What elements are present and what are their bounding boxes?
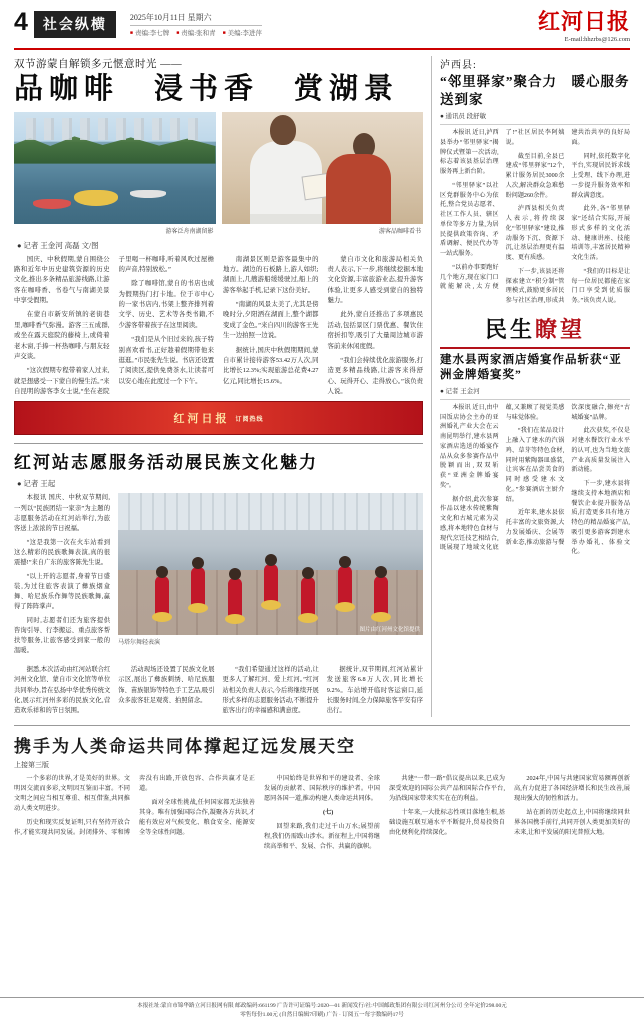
story-volunteer-body	[14, 665, 423, 717]
volunteer-para: “这是我第一次在火车站看到这么精彩的民族歌舞表演,真的很震撼!”来自广东的旅客陈先生说。	[14, 538, 110, 566]
luxi-para: “我们的目标是让每一位居民都能在家门口享受到优质服务。”该负责人说。	[571, 268, 630, 305]
lead-para: “南湖的风景太美了,尤其是傍晚时分,夕阳洒在湖面上,整个湖都变成了金色。”来自四川的游客王先生一边拍照一边说。	[223, 301, 319, 340]
page-footer	[0, 997, 644, 1024]
footer-line-1: 本报社址:蒙自市锦华路立河日报网有限 邮政编码:661199 广告许可证编号:2020—01 新闻发行/社:中国邮政集团有限公司红河州分公司 全年定价298.00元	[137, 1003, 507, 1010]
dance-photo-caption-inner: 图片由红河州文化馆提供	[359, 627, 420, 634]
lead-story	[14, 56, 432, 717]
lead-para: 据统计,国庆中秋假期期间,蒙自市累计接待游客53.42万人次,同比增长12.3%;实现旅游总花费4.27亿元,同比增长15.6%。	[223, 346, 319, 385]
luxi-para: 同时,依托数字化平台,实现居民诉求线上受理、线下办理,进一步提升服务效率和群众满意度。	[571, 153, 630, 199]
bottom-para: 十年来,一大批标志性项目落地生根,基础设施互联互通水平不断提升,贸易投资自由化便利化持续深化。	[389, 809, 505, 837]
lead-para: 在蒙自市新安所镇的老街巷里,咖啡香气弥漫。游客三五成群,或坐在露天庭院的藤椅上,或倚着老木窗,手捧一杯热咖啡,与朋友轻声交谈。	[14, 311, 110, 360]
jianshui-para: 下一步,建水县将继续支持本地酒店和餐饮企业提升服务品质,打造更多具有地方特色的精品婚宴产品,吸引更多游客到建水举办婚礼、体验文化。	[571, 481, 630, 556]
reading-image	[222, 112, 424, 224]
dancer-shape	[191, 567, 205, 607]
story-volunteer	[14, 443, 423, 717]
lead-kicker: 双节游蒙自解锁多元惬意时光 ——	[14, 59, 183, 71]
editor-1: ■ 责编:李七牌	[130, 28, 169, 37]
dance-photo	[118, 493, 423, 660]
divider	[440, 124, 630, 125]
promo-subtitle: 订阅热线	[235, 416, 264, 423]
paper-logo: 红河日报	[537, 9, 630, 34]
luxi-para: 本报讯 近日,泸西县举办“邻里驿家”揭牌仪式暨第一次活动,标志着该县基层治理服务再上新台阶。	[440, 130, 499, 176]
person-b-shape	[353, 133, 375, 159]
bottom-para: 共建“一带一路”倡议提出以来,已成为深受欢迎的国际公共产品和国际合作平台,为沿线国家带来实实在在的利益。	[389, 775, 505, 803]
lead-body	[14, 255, 423, 398]
bottom-para: 历史和现实反复证明,只有坚持开放合作,才能实现共同发展。封闭排外、零和博弈没有出路,开放包容、合作共赢才是正道。	[14, 775, 255, 837]
paper-email: E-mail:hhzrbs@126.com	[564, 36, 630, 44]
volunteer-para: 本报讯 国庆、中秋双节期间,一列以“民族团结一家亲”为主题的志愿服务活动在红河站举行,为旅客送上浓浓的节日祝福。	[14, 494, 110, 532]
lake-boat-image	[14, 112, 216, 224]
editor-3: ■ 美编:李进萍	[223, 28, 262, 37]
jianshui-headline: 建水县两家酒店婚宴作品斩获“亚洲金牌婚宴奖”	[440, 353, 622, 381]
dancer-shape	[374, 576, 388, 616]
volunteer-col-para: 活动现场还设置了民族文化展示区,展出了彝族刺绣、哈尼族服饰、苗族银饰等特色手工艺品,吸引众多旅客驻足观赏、拍照留念。	[118, 666, 215, 704]
bottom-continued-label: 上接第三版	[14, 761, 49, 770]
volunteer-col-para: 据悉,本次活动由红河站联合红河州文化馆、蒙自市文化馆等单位共同举办,旨在弘扬中华优秀传统文化,展示红河州多彩的民族文化,营造欢乐祥和的节日氛围。	[14, 666, 111, 714]
dancer-shape	[155, 576, 169, 616]
dancer-shape	[264, 564, 278, 604]
jianshui-para: 据介绍,此次参赛作品以建水传统紫陶文化和古城元素为灵感,将本地特色食材与现代烹饪技艺相结合,既展现了地域文化底蕴,又兼顾了视觉美感与味觉体验。	[440, 404, 565, 552]
jianshui-para: 近年来,建水县依托丰富的文旅资源,大力发展婚庆、会展等新业态,推动旅游与餐饮深度融合,擦亮“古城婚宴”品牌。	[505, 404, 630, 546]
lead-photo-row	[14, 112, 423, 235]
minsheng-text-1: 民生	[484, 316, 535, 342]
lead-headline: 品咖啡 浸书香 赏湖景	[14, 73, 400, 106]
editor-credits	[130, 28, 262, 37]
luxi-headline: “邻里驿家”聚合力 暖心服务送到家	[440, 74, 630, 107]
editor-2: ■ 责编:张和青	[176, 28, 215, 37]
bottom-para: 2024年,中国与共建国家贸易额再创新高,有力促进了各国经济增长和民生改善,展现出强大的韧性和活力。	[514, 775, 630, 803]
right-column	[432, 56, 630, 717]
luxi-para: 此外,各“邻里驿家”还结合实际,开展形式多样的文化活动、健康讲座、技能培训等,丰富居民精神文化生活。	[571, 206, 630, 262]
masthead	[14, 10, 630, 50]
lead-para: “这次假期专程带着家人过来,就是想感受一下蒙自的慢生活。”来自昆明的游客李女士说,“坐在老院子里喝一杯咖啡,听着风吹过屋檐的声音,特别放松。”	[14, 255, 214, 396]
skyline-shape	[26, 118, 203, 140]
issue-date: 2025年10月11日 星期六	[130, 12, 262, 26]
luxi-byline-text: ● 通讯员 段舒敏	[440, 113, 487, 121]
volunteer-para: “以上开的志愿者,身着节日盛装,为过往旅客表演了彝族烟盒舞、哈尼族乐作舞等民族歌舞,赢得了阵阵掌声。	[14, 572, 110, 611]
bottom-story	[14, 725, 630, 852]
minsheng-text-2: 瞭望	[535, 316, 586, 342]
luxi-byline	[440, 111, 630, 120]
luxi-body	[440, 129, 630, 307]
jianshui-body	[440, 404, 630, 558]
top-area	[14, 56, 630, 717]
bottom-para: 回望来路,我们走过千山万水;展望前程,我们仍需跋山涉水。新征程上,中国将继续高举和平、发展、合作、共赢的旗帜。	[264, 823, 380, 851]
reading-photo	[222, 112, 424, 235]
jianshui-para: 此次获奖,不仅是对建水餐饮行业水平的认可,也为当地文旅产业高质量发展注入新动能。	[571, 428, 630, 474]
lake-boat-photo	[14, 112, 216, 235]
volunteer-para: 同时,志愿者们还为旅客提供咨询引导、行李搬运、重点旅客帮扶等服务,让旅客感受到家一般的温暖。	[14, 617, 110, 655]
divider	[440, 399, 630, 400]
story-volunteer-headline: 红河站志愿服务活动展民族文化魅力	[14, 453, 318, 473]
jianshui-para: 本报讯 近日,由中国饭店协会主办的亚洲婚礼产业大会在云南昆明举行,建水县两家酒店选送的婚宴作品从众多参赛作品中脱颖而出,双双斩获“亚洲金牌婚宴奖”。	[440, 404, 499, 489]
lead-para: “我们会持续优化旅游服务,打造更多精品线路,让游客来得舒心、玩得开心、走得放心。”该负责人说。	[327, 356, 423, 396]
book-shape	[303, 172, 340, 199]
bottom-para: 一个多彩的世界,才是美好的世界。文明因交流而多彩,文明因互鉴而丰富。不同文明之间应当相互尊重、相互借鉴,共同推动人类文明进步。	[14, 775, 130, 813]
bottom-section-marker: (七)	[323, 809, 334, 817]
lead-byline	[14, 240, 423, 251]
reading-caption: 游客品咖啡看书	[378, 228, 421, 235]
lead-para: 蒙自市文化和旅游局相关负责人表示,下一步,将继续挖掘本地文化资源,丰富旅游业态,提升游客体验,让更多人感受到蒙自的独特魅力。	[327, 255, 423, 305]
jianshui-para: “我们在菜品设计上融入了建水的汽锅鸡、草芽等特色食材,同时用紫陶器皿盛装,让宾客在品尝美食的同时感受建水文化。”参赛酒店主厨介绍。	[505, 428, 565, 503]
story-volunteer-byline	[14, 478, 423, 489]
luxi-county-label: 泸西县:	[440, 60, 477, 72]
lead-para: 国庆、中秋假期,蒙自围绕公路和近年中历史建筑资源的历史文化,推出多条精品旅游线路,让游客在咖啡香、书卷气与南湖美景中享受假期。	[14, 255, 110, 305]
masthead-right	[538, 10, 630, 43]
bottom-para: 面对全球性挑战,任何国家都无法独善其身。唯有加强国际合作,凝聚各方共识,才能有效应对气候变化、粮食安全、能源安全等全球性问题。	[139, 799, 255, 837]
dancer-shape	[228, 578, 242, 618]
lead-byline-text: ● 记者 王金河 高磊 文/图	[17, 240, 99, 250]
story-volunteer-top	[14, 493, 423, 660]
story-volunteer-leadin	[14, 493, 110, 660]
bottom-para: 站在新的历史起点上,中国将继续同世界各国携手前行,共同开创人类更加美好的未来,让和平发展的阳光普照大地。	[514, 809, 630, 837]
promo-title: 红河日报	[173, 413, 230, 426]
page-number: 4	[14, 8, 28, 36]
lead-para: “我们是从个旧过来的,孩子特别喜欢看书,正好趁着假期带他来逛逛。”市民张先生说。书店还设置了阅读区,提供免费茶水,让读者可以安心地在此度过一个下午。	[118, 336, 214, 385]
promo-banner[interactable]	[14, 401, 423, 435]
luxi-para: 下一步,该县还将探索建立“积分制”管理模式,鼓励更多居民参与社区治理,形成共建共治共享的良好局面。	[505, 130, 630, 305]
luxi-para: 截至目前,全县已建成“邻里驿家”12个,累计服务居民3000余人次,解决群众急难愁盼问题260余件。	[505, 153, 565, 199]
dancer-shape	[338, 566, 352, 606]
masthead-middle	[130, 10, 262, 37]
lead-para: 此外,蒙自还推出了多项惠民活动,包括景区门票优惠、餐饮住宿折扣等,吸引了大量周边城市游客前来休闲度假。	[327, 311, 423, 350]
luxi-para: “邻里驿家”以社区党群服务中心为依托,整合党员志愿者、社区工作人员、辖区单位等多方力量,为居民提供政策咨询、矛盾调解、便民代办等一站式服务。	[440, 182, 499, 258]
lead-para: 除了咖啡馆,蒙自的书店也成为假期热门打卡地。位于市中心的一家书店内,书架上整齐排列着文学、历史、艺术等各类书籍,不少游客带着孩子在这里阅读。	[118, 280, 214, 329]
lead-para: 南湖景区则是游客最集中的地方。湖边的石板路上,游人如织;湖面上,几艘游船缓缓驶过,船上的游客举起手机,记录下这份美好。	[223, 255, 319, 294]
volunteer-col-para: “我们希望通过这样的活动,让更多人了解红河、爱上红河。”红河站相关负责人表示,今后将继续开展形式多样的志愿服务活动,不断提升旅客出行的幸福感和满意度。	[222, 666, 319, 714]
jianshui-byline-text: ● 记者 王金河	[440, 387, 480, 395]
dancer-shape	[301, 577, 315, 617]
volunteer-col-para: 据统计,双节期间,红河站累计发送旅客6.8万人次,同比增长9.2%。车站增开临时客运窗口,延长服务时间,全力保障旅客平安有序出行。	[326, 666, 423, 714]
section-title: 社会纵横	[34, 11, 116, 38]
footer-line-2: 零售每份1.00元 (自然日编辑7印刷) 广告 · 订阅五一每字数编码17号	[240, 1011, 404, 1018]
person-a-shape	[270, 115, 296, 145]
divider	[14, 443, 423, 444]
jianshui-byline	[440, 386, 630, 395]
minsheng-section-banner	[440, 313, 630, 349]
luxi-para: 泸西县相关负责人表示,将持续深化“邻里驿家”建设,推动服务下沉、资源下沉,让基层治理更有温度、更有质感。	[505, 206, 565, 262]
lake-boat-caption: 游客泛舟南湖留影	[165, 228, 214, 235]
bottom-para: 中国始终是世界和平的建设者、全球发展的贡献者、国际秩序的维护者。中国愿同各国一道,推动构建人类命运共同体。	[264, 775, 380, 803]
dance-image	[118, 493, 423, 635]
dance-photo-caption: 马塔尔舞轻表演	[118, 640, 161, 647]
luxi-para: “以前办事要跑好几个地方,现在家门口就能解决,太方便了!”社区居民李阿姨说。	[440, 130, 565, 291]
story-volunteer-byline-text: ● 记者 王起	[17, 479, 56, 489]
bottom-body	[14, 774, 630, 852]
bottom-headline: 携手为人类命运共同体撑起辽远发展天空	[14, 737, 356, 757]
station-roof-shape	[118, 493, 423, 530]
